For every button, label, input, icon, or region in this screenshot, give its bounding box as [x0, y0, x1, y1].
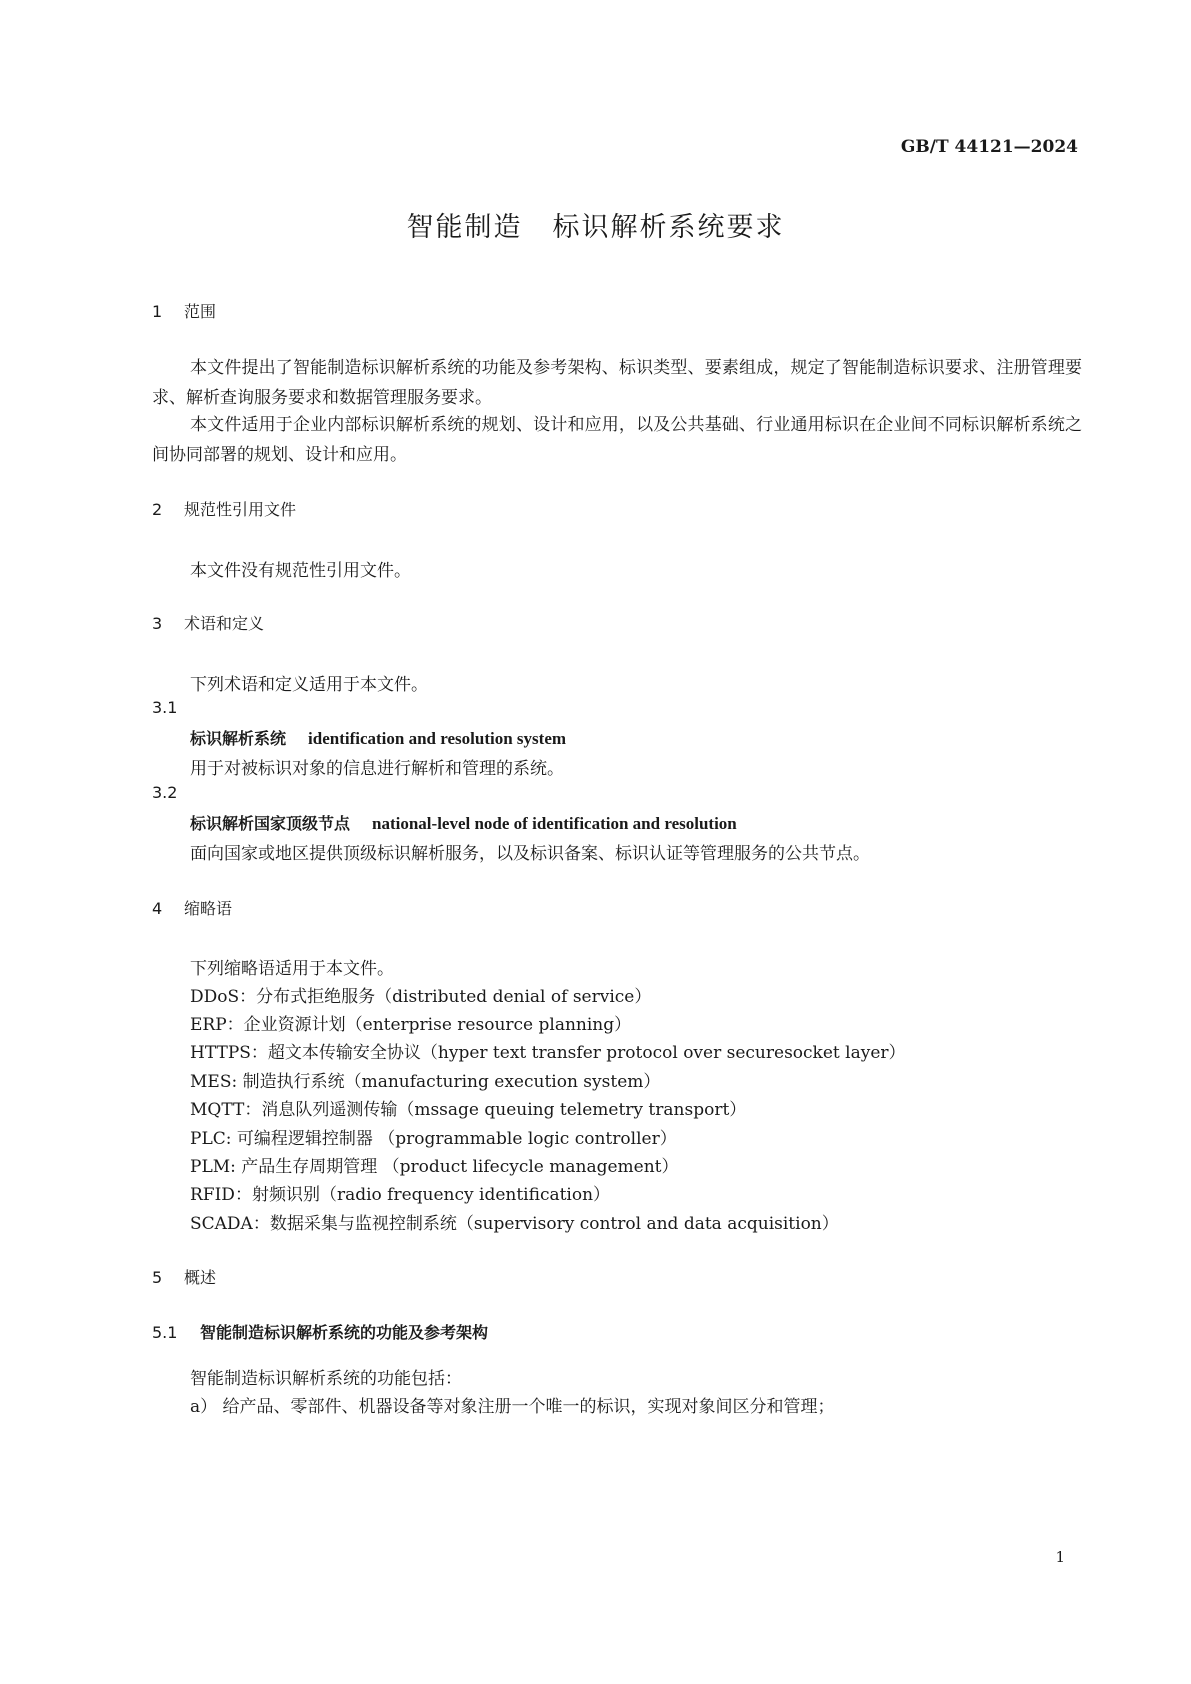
term-number: 3.1: [152, 698, 178, 717]
section-heading-3: [152, 611, 264, 634]
abbreviation-item: MES: 制造执行系统（manufacturing execution system）: [190, 1072, 661, 1092]
document-title: [0, 205, 1191, 244]
section-heading-1: [152, 299, 216, 322]
subsection-number: 5.1: [152, 1323, 178, 1342]
term-number: 3.2: [152, 783, 178, 802]
term-definition: 用于对被标识对象的信息进行解析和管理的系统。: [190, 759, 564, 779]
abbreviation-item: PLM: 产品生存周期管理 （product lifecycle management）: [190, 1157, 679, 1177]
subsection-title: 智能制造标识解析系统的功能及参考架构: [200, 1323, 489, 1342]
section-5-1-intro: 智能制造标识解析系统的功能包括：: [190, 1369, 462, 1389]
abbreviation-item: PLC: 可编程逻辑控制器 （programmable logic controller）: [190, 1129, 677, 1149]
section-title: 缩略语: [184, 899, 233, 918]
abbreviation-item: DDoS：分布式拒绝服务（distributed denial of service）: [190, 987, 652, 1007]
subsection-heading-5-1: [152, 1320, 488, 1343]
abbreviation-item: RFID：射频识别（radio frequency identification）: [190, 1185, 611, 1205]
list-item-a: a） 给产品、零部件、机器设备等对象注册一个唯一的标识，实现对象间区分和管理；: [190, 1397, 835, 1417]
section-1-paragraph-2: 本文件适用于企业内部标识解析系统的规划、设计和应用，以及公共基础、行业通用标识在企业间不同标识解析系统之间协同部署的规划、设计和应用。: [152, 415, 1082, 465]
term-english: identification and resolution system: [308, 729, 567, 748]
section-1-paragraph-1: 本文件提出了智能制造标识解析系统的功能及参考架构、标识类型、要素组成，规定了智能制造标识要求、注册管理要求、解析查询服务要求和数据管理服务要求。: [152, 358, 1082, 408]
section-2-paragraph: 本文件没有规范性引用文件。: [190, 561, 411, 581]
section-title: 概述: [184, 1268, 217, 1287]
term-chinese: 标识解析国家顶级节点: [190, 814, 351, 833]
page-number: 1: [1055, 1548, 1065, 1566]
section-number: 1: [152, 302, 163, 321]
section-3-intro: 下列术语和定义适用于本文件。: [190, 675, 428, 695]
section-4-intro: 下列缩略语适用于本文件。: [190, 959, 394, 979]
section-heading-2: [152, 497, 296, 520]
term-heading: [190, 726, 566, 749]
term-heading: [190, 811, 737, 834]
section-number: 4: [152, 899, 163, 918]
abbreviation-item: MQTT：消息队列遥测传输（mssage queuing telemetry transport）: [190, 1100, 747, 1120]
section-title: 规范性引用文件: [184, 500, 297, 519]
term-definition: 面向国家或地区提供顶级标识解析服务，以及标识备案、标识认证等管理服务的公共节点。: [190, 844, 870, 864]
term-chinese: 标识解析系统: [190, 729, 287, 748]
standard-number: GB/T 44121—2024: [900, 137, 1078, 157]
title-part-1: 智能制造: [406, 212, 523, 243]
section-number: 2: [152, 500, 163, 519]
section-number: 5: [152, 1268, 163, 1287]
section-title: 范围: [184, 302, 217, 321]
abbreviation-item: SCADA：数据采集与监视控制系统（supervisory control and data acquisition）: [190, 1214, 839, 1234]
section-heading-5: [152, 1265, 216, 1288]
section-number: 3: [152, 614, 163, 633]
abbreviation-item: ERP：企业资源计划（enterprise resource planning）: [190, 1015, 632, 1035]
section-title: 术语和定义: [184, 614, 265, 633]
term-english: national-level node of identification and resolution: [372, 814, 737, 833]
abbreviation-item: HTTPS：超文本传输安全协议（hyper text transfer protocol over securesocket layer）: [190, 1043, 906, 1063]
section-heading-4: [152, 896, 232, 919]
title-part-2: 标识解析系统要求: [552, 212, 785, 243]
